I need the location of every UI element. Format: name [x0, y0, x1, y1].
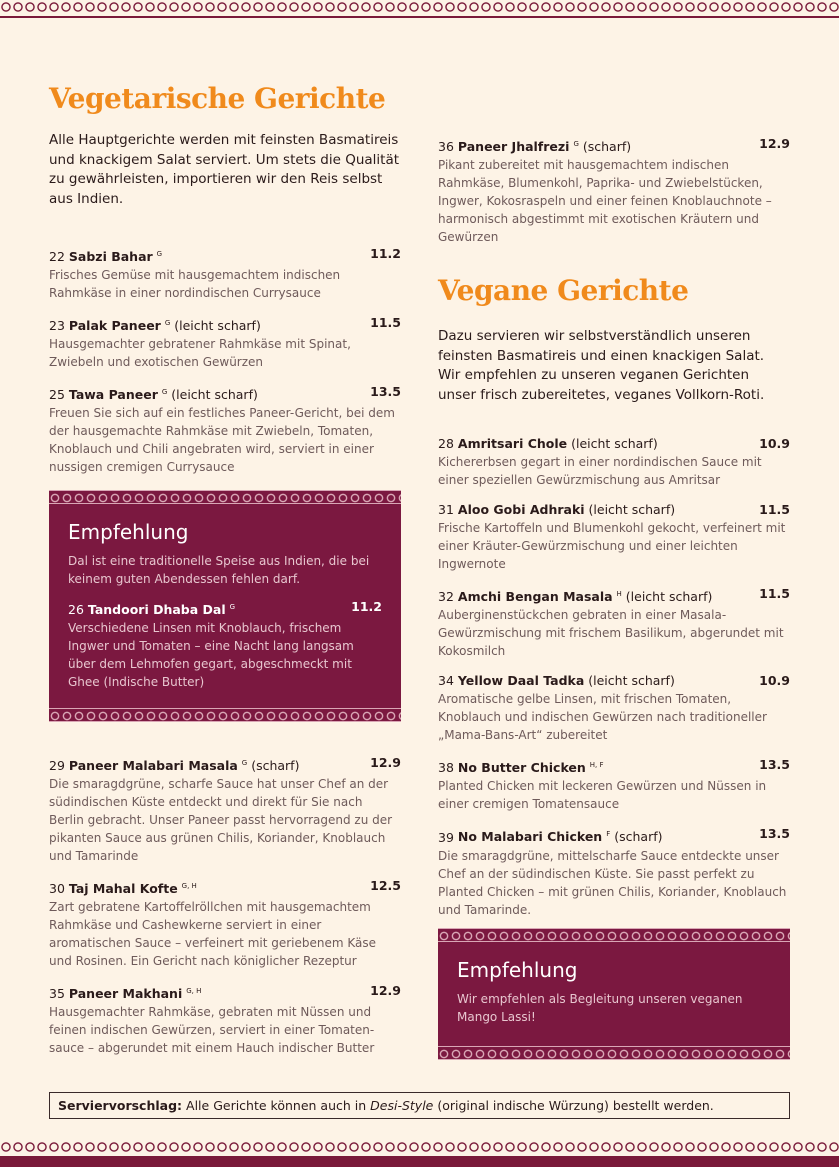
serving-style-name: Desi-Style	[370, 1098, 434, 1113]
dish-price: 11.2	[370, 246, 401, 261]
dish-39: 39 No Malabari Chicken $^F$ (scharf) 13.5 Die smaragdgrüne, mittelscharfe Sauce entdeckte unser Chef an der südindischen Küste. Sie passt perfekt zu Planted Chicken – mit grünen Chilis, Koriander, Knoblauch und Tamarinde.	[438, 826, 790, 917]
dish-description: Auberginenstückchen gebraten in einer Masala-Gewürzmischung mit frischem Basilikum, abgerundet mit Kokosmilch	[438, 608, 784, 659]
dish-description: Hausgemachter Rahmkäse, gebraten mit Nüssen und feinen indischen Gewürzen, serviert in einer Tomaten-sauce – abgerundet mit einem Hauch indischer Butter	[49, 1005, 375, 1056]
vegetarian-intro: Alle Hauptgerichte werden mit feinsten Basmatireis und knackigem Salat serviert. Um stets die Qualität zu gewährleisten, importieren wir den Reis selbst aus Indien.	[49, 132, 400, 207]
dish-35: 35 Paneer Makhani $^{G, H}$ 12.9 Hausgemachter Rahmkäse, gebraten mit Nüssen und feinen indischen Gewürzen, serviert in einer Tomaten-sauce – abgerundet mit einem Hauch indischer Butter	[49, 983, 401, 1056]
dish-description: Kichererbsen gegart in einer nordindischen Sauce mit einer speziellen Gewürzmischung aus Amritsar	[438, 455, 762, 488]
dish-description: Frische Kartoffeln und Blumenkohl gekocht, verfeinert mit einer Kräuter-Gewürzmischung und einer leichten Ingwernote	[438, 521, 786, 572]
vegan-title: Vegane Gerichte	[438, 274, 689, 308]
dish-description: Planted Chicken mit leckeren Gewürzen und Nüssen in einer cremigen Tomatensauce	[438, 779, 767, 812]
dish-25: 25 Tawa Paneer $^G$ (leicht scharf) 13.5 Freuen Sie sich auf ein festliches Paneer-Gericht, bei dem der hausgemachte Rahmkäse mit Zwiebeln, Tomaten, Knoblauch und Chili angebraten wird, serviert in einer nussigen cremigen Currysauce	[49, 384, 401, 475]
dish-description: Zart gebratene Kartoffelröllchen mit hausgemachtem Rahmkäse und Cashewkerne serviert in einer aromatischen Sauce – verfeinert mit geriebenem Käse und Rosinen. Ein Gericht nach königlicher Rezeptur	[49, 900, 377, 969]
dish-price: 11.5	[759, 586, 790, 602]
promo-ornament-bottom	[49, 708, 401, 722]
dish-29: 29 Paneer Malabari Masala $^G$ (scharf) 12.9 Die smaragdgrüne, scharfe Sauce hat unser Chef an der südindischen Küste entdeckt und direkt für Sie nach Berlin gebracht. Unser Paneer passt hervorragend zu der pikanten Sauce aus grünen Chilis, Koriander, Knoblauch und Tamarinde	[49, 755, 401, 864]
dish-description: Verschiedene Linsen mit Knoblauch, frischem Ingwer und Tomaten – eine Nacht lang langsam über dem Lehmofen gegart, abgeschmeckt mit Ghee (Indische Butter)	[68, 621, 354, 690]
dish-price: 13.5	[759, 826, 790, 842]
dish-price: 12.9	[759, 136, 790, 151]
bottom-ornament-border	[0, 1138, 839, 1167]
dish-22: 22 Sabzi Bahar $^G$ 11.2 Frisches Gemüse mit hausgemachtem indischen Rahmkäse in einer nordindischen Currysauce	[49, 246, 401, 301]
dish-description: Freuen Sie sich auf ein festliches Paneer-Gericht, bei dem der hausgemachte Rahmkäse mit Zwiebeln, Tomaten, Knoblauch und Chili angebraten wird, serviert in einer nussigen cremigen Currysauce	[49, 406, 395, 475]
top-ornament-border	[0, 0, 839, 18]
dish-description: Die smaragdgrüne, mittelscharfe Sauce entdeckte unser Chef an der südindischen Küste. Sie passt perfekt zu Planted Chicken – mit grünen Chilis, Koriander, Knoblauch und Tamarinde.	[438, 848, 787, 917]
dish-36: 36 Paneer Jhalfrezi $^G$ (scharf) 12.9 Pikant zubereitet mit hausgemachtem indischen Rahmkäse, Blumenkohl, Paprika- und Zwiebelstücken, Ingwer, Kokosraspeln und einer feinen Knoblauchnote – harmonisch abgestimmt mit exotischen Kräutern und Gewürzen	[438, 136, 790, 245]
dish-description: Die smaragdgrüne, scharfe Sauce hat unser Chef an der südindischen Küste entdeckt und direkt für Sie nach Berlin gebracht. Unser Paneer passt hervorragend zu der pikanten Sauce aus grünen Chilis, Koriander, Knoblauch und Tamarinde	[49, 777, 393, 864]
left-column-lower	[49, 754, 401, 1057]
dish-26: 26 Tandoori Dhaba Dal $^G$ 11.2 Verschiedene Linsen mit Knoblauch, frischem Ingwer und Tomaten – eine Nacht lang langsam über dem Lehmofen gegart, abgeschmeckt mit Ghee (Indische Butter)	[68, 599, 382, 690]
serving-text-after: (original indische Würzung) bestellt werden.	[437, 1098, 714, 1113]
recommendation-box-dal	[49, 490, 401, 722]
dish-description: Aromatische gelbe Linsen, mit frischen Tomaten, Knoblauch und indischen Gewürzen nach traditioneller „Mama-Bans-Art“ zubereitet	[438, 692, 767, 743]
dish-description: Hausgemachter gebratener Rahmkäse mit Spinat, Zwiebeln und exotischen Gewürzen	[49, 337, 351, 370]
vegetarian-title: Vegetarische Gerichte	[49, 82, 386, 115]
promo-title: Empfehlung	[68, 520, 189, 544]
recommendation-box-lassi	[438, 928, 790, 1060]
right-column	[438, 135, 790, 919]
promo-title: Empfehlung	[457, 958, 578, 982]
dish-price: 13.5	[370, 384, 401, 400]
serving-suggestion-box	[49, 1092, 790, 1119]
dish-description: Pikant zubereitet mit hausgemachtem indischen Rahmkäse, Blumenkohl, Paprika- und Zwiebelstücken, Ingwer, Kokosraspeln und einer feinen Knoblauchnote – harmonisch abgestimmt mit exotischen Kräutern und Gewürzen	[438, 158, 772, 245]
dish-price: 12.9	[370, 755, 401, 770]
dish-price: 12.9	[370, 983, 401, 999]
dish-23: 23 Palak Paneer $^G$ (leicht scharf) 11.5 Hausgemachter gebratener Rahmkäse mit Spinat, Zwiebeln und exotischen Gewürzen	[49, 315, 401, 370]
promo-ornament-bottom	[438, 1046, 790, 1060]
promo-text: Wir empfehlen als Begleitung unseren veganen Mango Lassi!	[457, 992, 743, 1024]
dish-price: 11.2	[351, 599, 382, 614]
dish-price: 11.5	[759, 502, 790, 518]
promo-text: Dal ist eine traditionelle Speise aus Indien, die bei keinem guten Abendessen fehlen darf.	[68, 554, 370, 586]
dish-28: 28 Amritsari Chole (leicht scharf) 10.9 Kichererbsen gegart in einer nordindischen Sauce mit einer speziellen Gewürzmischung aus Amritsar	[438, 436, 790, 488]
promo-ornament-top	[438, 928, 790, 942]
dish-price: 10.9	[759, 436, 790, 452]
serving-text-before: Alle Gerichte können auch in	[186, 1098, 367, 1113]
dish-30: 30 Taj Mahal Kofte $^{G, H}$ 12.5 Zart gebratene Kartoffelröllchen mit hausgemachtem Rahmkäse und Cashewkerne serviert in einer aromatischen Sauce – verfeinert mit geriebenem Käse und Rosinen. Ein Gericht nach königlicher Rezeptur	[49, 878, 401, 969]
dish-price: 11.5	[370, 315, 401, 331]
vegan-intro: Dazu servieren wir selbstverständlich unseren feinsten Basmatireis und einen knackigen Salat. Wir empfehlen zu unseren veganen Gerichten unser frisch zubereitetes, veganes Vollkorn-Roti.	[438, 328, 765, 403]
dish-31: 31 Aloo Gobi Adhraki (leicht scharf) 11.5 Frische Kartoffeln und Blumenkohl gekocht, verfeinert mit einer Kräuter-Gewürzmischung und einer leichten Ingwernote	[438, 502, 790, 572]
left-column	[49, 82, 401, 476]
promo-ornament-top	[49, 490, 401, 504]
dish-price: 10.9	[759, 673, 790, 689]
dish-32: 32 Amchi Bengan Masala $^H$ (leicht scharf) 11.5 Auberginenstückchen gebraten in einer Masala-Gewürzmischung mit frischem Basilikum, abgerundet mit Kokosmilch	[438, 586, 790, 659]
dish-38: 38 No Butter Chicken $^{H, F}$ 13.5 Planted Chicken mit leckeren Gewürzen und Nüssen in einer cremigen Tomatensauce	[438, 757, 790, 812]
dish-price: 12.5	[370, 878, 401, 894]
dish-description: Frisches Gemüse mit hausgemachtem indischen Rahmkäse in einer nordindischen Currysauce	[49, 268, 341, 301]
serving-label: Serviervorschlag:	[58, 1098, 183, 1113]
dish-price: 13.5	[759, 757, 790, 773]
dish-34: 34 Yellow Daal Tadka (leicht scharf) 10.9 Aromatische gelbe Linsen, mit frischen Tomaten, Knoblauch und indischen Gewürzen nach traditioneller „Mama-Bans-Art“ zubereitet	[438, 673, 790, 743]
